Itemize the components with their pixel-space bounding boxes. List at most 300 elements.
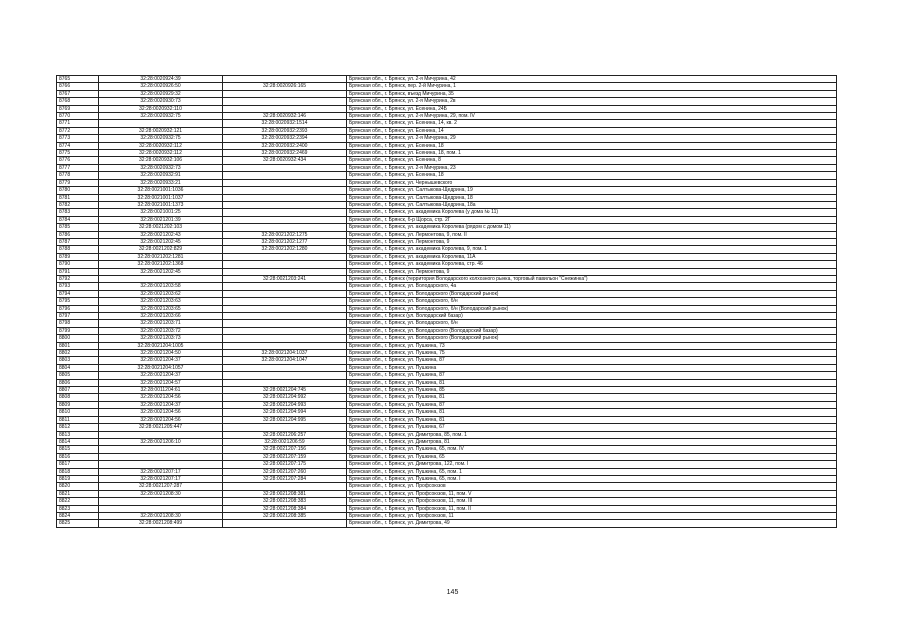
- table-row: [57, 468, 837, 475]
- address-cell: Брянская обл., г. Брянск, ул. Лермонтова, 9: [347, 268, 837, 275]
- table-row: [57, 512, 837, 519]
- land-cadastral-cell: 32:28:0021204:37: [99, 372, 223, 379]
- address-cell: Брянская обл., г. Брянск, ул. Володарского (Володарский рынок): [347, 290, 837, 297]
- row-number-cell: 8768: [57, 98, 99, 105]
- land-cadastral-cell: 32:28:0021205:447: [99, 424, 223, 431]
- building-cadastral-cell: [223, 298, 347, 305]
- row-number-cell: 8781: [57, 194, 99, 201]
- row-number-cell: 8773: [57, 135, 99, 142]
- address-cell: Брянская обл., г. Брянск, ул. Володарского, 4а: [347, 283, 837, 290]
- row-number-cell: 8779: [57, 179, 99, 186]
- building-cadastral-cell: 32:28:0021204:992: [223, 394, 347, 401]
- address-cell: Брянская обл., г. Брянск, ул. Пушкина, 75: [347, 350, 837, 357]
- land-cadastral-cell: 32:28:0021202:1368: [99, 261, 223, 268]
- building-cadastral-cell: 32:28:0021208:385: [223, 512, 347, 519]
- table-row: [57, 231, 837, 238]
- row-number-cell: 8823: [57, 505, 99, 512]
- row-number-cell: 8780: [57, 187, 99, 194]
- building-cadastral-cell: 32:28:0021204:745: [223, 387, 347, 394]
- address-cell: Брянская обл., г. Брянск, ул. 2-я Мичурина, 23: [347, 164, 837, 171]
- row-number-cell: 8767: [57, 90, 99, 97]
- address-cell: Брянская обл., г. Брянск, ул. Пушкина, 73: [347, 342, 837, 349]
- table-row: [57, 76, 837, 83]
- row-number-cell: 8775: [57, 150, 99, 157]
- building-cadastral-cell: [223, 342, 347, 349]
- building-cadastral-cell: [223, 179, 347, 186]
- address-cell: Брянская обл., г. Брянск, б-р Щорса, стр. 2Г: [347, 216, 837, 223]
- land-cadastral-cell: [99, 505, 223, 512]
- address-cell: Брянская обл., г. Брянск, ул. Есенина, 8: [347, 157, 837, 164]
- building-cadastral-cell: [223, 283, 347, 290]
- land-cadastral-cell: 32:28:0021203:73: [99, 335, 223, 342]
- table-row: [57, 416, 837, 423]
- building-cadastral-cell: 32:28:0020932:2400: [223, 142, 347, 149]
- address-cell: Брянская обл., г. Брянск, ул. Пушкина, 65: [347, 453, 837, 460]
- building-cadastral-cell: 32:28:0021207:284: [223, 475, 347, 482]
- land-cadastral-cell: 32:28:0021204:56: [99, 394, 223, 401]
- land-cadastral-cell: 32:28:0020932:110: [99, 105, 223, 112]
- table-row: [57, 238, 837, 245]
- row-number-cell: 8787: [57, 238, 99, 245]
- address-cell: Брянская обл., г. Брянск, ул. Пушкина, 81: [347, 379, 837, 386]
- row-number-cell: 8824: [57, 512, 99, 519]
- building-cadastral-cell: 32:28:0021207:175: [223, 461, 347, 468]
- land-cadastral-cell: 32:28:0020929:32: [99, 90, 223, 97]
- address-cell: Брянская обл., г. Брянск, ул. Пушкина, 81: [347, 416, 837, 423]
- building-cadastral-cell: 32:28:0021202:1280: [223, 246, 347, 253]
- table-row: [57, 127, 837, 134]
- building-cadastral-cell: 32:28:0021206:59: [223, 438, 347, 445]
- row-number-cell: 8795: [57, 298, 99, 305]
- table-row: [57, 320, 837, 327]
- building-cadastral-cell: [223, 164, 347, 171]
- table-row: [57, 372, 837, 379]
- land-cadastral-cell: 32:28:0021203:63: [99, 298, 223, 305]
- row-number-cell: 8808: [57, 394, 99, 401]
- building-cadastral-cell: [223, 194, 347, 201]
- land-cadastral-cell: [99, 275, 223, 282]
- table-row: [57, 364, 837, 371]
- building-cadastral-cell: [223, 90, 347, 97]
- row-number-cell: 8786: [57, 231, 99, 238]
- land-cadastral-cell: [99, 453, 223, 460]
- table-row: [57, 224, 837, 231]
- building-cadastral-cell: [223, 379, 347, 386]
- table-row: [57, 261, 837, 268]
- land-cadastral-cell: 32:28:0020932:112: [99, 142, 223, 149]
- table-row: [57, 498, 837, 505]
- row-number-cell: 8812: [57, 424, 99, 431]
- row-number-cell: 8809: [57, 401, 99, 408]
- row-number-cell: 8793: [57, 283, 99, 290]
- land-cadastral-cell: 32:28:0021204:37: [99, 401, 223, 408]
- land-cadastral-cell: 32:28:0020932:112: [99, 150, 223, 157]
- table-row: [57, 216, 837, 223]
- row-number-cell: 8804: [57, 364, 99, 371]
- address-cell: Брянская обл., г. Брянск, ул. Димитрова, 81: [347, 438, 837, 445]
- address-cell: Брянская обл., г. Брянск, ул. Димитрова, 49: [347, 520, 837, 527]
- address-cell: Брянская обл., г. Брянск, ул. 2-я Мичурина, 29, пом. IV: [347, 113, 837, 120]
- table-row: [57, 246, 837, 253]
- building-cadastral-cell: [223, 327, 347, 334]
- table-row: [57, 483, 837, 490]
- land-cadastral-cell: 32:28:0020932:106: [99, 157, 223, 164]
- land-cadastral-cell: 32:28:0021204:56: [99, 409, 223, 416]
- building-cadastral-cell: 32:28:0020932:1514: [223, 120, 347, 127]
- land-cadastral-cell: 32:28:0021207:17: [99, 468, 223, 475]
- address-cell: Брянская обл., г. Брянск (ул. Володарский базар): [347, 313, 837, 320]
- address-cell: Брянская обл., г. Брянск, ул. академика Королева (у дома № 11): [347, 209, 837, 216]
- row-number-cell: 8814: [57, 438, 99, 445]
- row-number-cell: 8822: [57, 498, 99, 505]
- table-row: [57, 424, 837, 431]
- row-number-cell: 8796: [57, 305, 99, 312]
- row-number-cell: 8821: [57, 490, 99, 497]
- row-number-cell: 8789: [57, 253, 99, 260]
- building-cadastral-cell: 32:28:0021204:995: [223, 416, 347, 423]
- row-number-cell: 8805: [57, 372, 99, 379]
- building-cadastral-cell: 32:28:0021208:384: [223, 505, 347, 512]
- row-number-cell: 8797: [57, 313, 99, 320]
- table-row: [57, 357, 837, 364]
- row-number-cell: 8811: [57, 416, 99, 423]
- land-cadastral-cell: 32:28:0021204:37: [99, 357, 223, 364]
- building-cadastral-cell: [223, 520, 347, 527]
- building-cadastral-cell: [223, 216, 347, 223]
- land-cadastral-cell: 32:28:0021202:829: [99, 246, 223, 253]
- address-cell: Брянская обл., г. Брянск, ул. Чернышевского: [347, 179, 837, 186]
- address-cell: Брянская обл., г. Брянск, ул. 2-я Мичурина, 42: [347, 76, 837, 83]
- row-number-cell: 8810: [57, 409, 99, 416]
- row-number-cell: 8820: [57, 483, 99, 490]
- land-cadastral-cell: 32:28:0021001:25: [99, 209, 223, 216]
- address-cell: Брянская обл., г. Брянск, ул. Салтыкова-Щедрина, 18: [347, 194, 837, 201]
- row-number-cell: 8769: [57, 105, 99, 112]
- land-cadastral-cell: 32:28:0021001:1373: [99, 201, 223, 208]
- table-row: [57, 394, 837, 401]
- building-cadastral-cell: [223, 187, 347, 194]
- building-cadastral-cell: 32:28:0020926:165: [223, 83, 347, 90]
- building-cadastral-cell: [223, 372, 347, 379]
- row-number-cell: 8800: [57, 335, 99, 342]
- row-number-cell: 8802: [57, 350, 99, 357]
- row-number-cell: 8791: [57, 268, 99, 275]
- table-row: [57, 105, 837, 112]
- address-cell: Брянская обл., г. Брянск, ул. Пушкина, 87: [347, 357, 837, 364]
- address-cell: Брянская обл., г. Брянск, ул. Салтыкова-Щедрина, 19: [347, 187, 837, 194]
- building-cadastral-cell: [223, 209, 347, 216]
- building-cadastral-cell: [223, 320, 347, 327]
- table-row: [57, 305, 837, 312]
- row-number-cell: 8817: [57, 461, 99, 468]
- land-cadastral-cell: 32:28:0021208:499: [99, 520, 223, 527]
- land-cadastral-cell: 32:28:0021204:57: [99, 379, 223, 386]
- building-cadastral-cell: 32:28:0021207:156: [223, 446, 347, 453]
- table-row: [57, 313, 837, 320]
- address-cell: Брянская обл., г. Брянск, ул. Пушкина, 85: [347, 387, 837, 394]
- row-number-cell: 8777: [57, 164, 99, 171]
- row-number-cell: 8825: [57, 520, 99, 527]
- address-cell: Брянская обл., г. Брянск, ул. Пушкина: [347, 364, 837, 371]
- table-row: [57, 438, 837, 445]
- address-cell: Брянская обл., г. Брянск, ул. Володарского, б/н: [347, 320, 837, 327]
- address-cell: Брянская обл., г. Брянск, въезд Мичурина, 35: [347, 90, 837, 97]
- land-cadastral-cell: 32:28:0021202:45: [99, 238, 223, 245]
- building-cadastral-cell: 32:28:0021204:993: [223, 401, 347, 408]
- land-cadastral-cell: 32:28:0021208:30: [99, 512, 223, 519]
- building-cadastral-cell: 32:28:0020932:2394: [223, 135, 347, 142]
- table-row: [57, 387, 837, 394]
- row-number-cell: 8783: [57, 209, 99, 216]
- table-row: [57, 201, 837, 208]
- row-number-cell: 8816: [57, 453, 99, 460]
- building-cadastral-cell: 32:28:0021207:159: [223, 453, 347, 460]
- table-row: [57, 268, 837, 275]
- table-row: [57, 290, 837, 297]
- land-cadastral-cell: 32:28:0021207:287: [99, 483, 223, 490]
- land-cadastral-cell: 32:28:0021203:65: [99, 305, 223, 312]
- land-cadastral-cell: 32:28:0021202:103: [99, 224, 223, 231]
- row-number-cell: 8806: [57, 379, 99, 386]
- row-number-cell: 8785: [57, 224, 99, 231]
- land-cadastral-cell: 32:28:0021207:17: [99, 475, 223, 482]
- row-number-cell: 8792: [57, 275, 99, 282]
- land-cadastral-cell: 32:28:0021204:56: [99, 416, 223, 423]
- table-row: [57, 327, 837, 334]
- building-cadastral-cell: 32:28:0021202:1277: [223, 238, 347, 245]
- address-cell: Брянская обл., г. Брянск, ул. Есенина, 14: [347, 127, 837, 134]
- address-cell: Брянская обл., г. Брянск, ул. Пушкина, 65, пом. 1: [347, 468, 837, 475]
- address-cell: Брянская обл., г. Брянск, ул. Есенина, 24Б: [347, 105, 837, 112]
- building-cadastral-cell: [223, 201, 347, 208]
- table-row: [57, 194, 837, 201]
- registry-table-body: [57, 76, 837, 528]
- address-cell: Брянская обл., г. Брянск, ул. Профсоюзов: [347, 483, 837, 490]
- table-row: [57, 520, 837, 527]
- building-cadastral-cell: 32:28:0021202:1275: [223, 231, 347, 238]
- table-row: [57, 505, 837, 512]
- address-cell: Брянская обл., г. Брянск, ул. 2-я Мичурина, 29: [347, 135, 837, 142]
- row-number-cell: 8798: [57, 320, 99, 327]
- address-cell: Брянская обл., г. Брянск, ул. Лермонтова, 9, пом. II: [347, 231, 837, 238]
- table-row: [57, 209, 837, 216]
- row-number-cell: 8784: [57, 216, 99, 223]
- land-cadastral-cell: 32:28:0021203:58: [99, 283, 223, 290]
- land-cadastral-cell: 32:28:0020933:21: [99, 179, 223, 186]
- table-row: [57, 253, 837, 260]
- table-row: [57, 490, 837, 497]
- row-number-cell: 8799: [57, 327, 99, 334]
- building-cadastral-cell: 32:28:0020932:2393: [223, 127, 347, 134]
- row-number-cell: 8807: [57, 387, 99, 394]
- land-cadastral-cell: [99, 120, 223, 127]
- land-cadastral-cell: 32:28:0021203:71: [99, 320, 223, 327]
- row-number-cell: 8788: [57, 246, 99, 253]
- address-cell: Брянская обл., г. Брянск, ул. академика Королева, стр. 46: [347, 261, 837, 268]
- row-number-cell: 8803: [57, 357, 99, 364]
- row-number-cell: 8815: [57, 446, 99, 453]
- address-cell: Брянская обл., г. Брянск, ул. академика Королева, 11А: [347, 253, 837, 260]
- row-number-cell: 8794: [57, 290, 99, 297]
- building-cadastral-cell: 32:28:0021204:1047: [223, 357, 347, 364]
- land-cadastral-cell: 32:28:0020932:73: [99, 164, 223, 171]
- land-cadastral-cell: 32:28:0021204:1057: [99, 364, 223, 371]
- land-cadastral-cell: 32:28:0021001:1037: [99, 194, 223, 201]
- building-cadastral-cell: 32:28:0021204:1037: [223, 350, 347, 357]
- address-cell: Брянская обл., г. Брянск, пер. 2-й Мичурина, 1: [347, 83, 837, 90]
- building-cadastral-cell: [223, 172, 347, 179]
- address-cell: Брянская обл., г. Брянск, ул. Пушкина, 87: [347, 372, 837, 379]
- land-cadastral-cell: 32:28:0020930:73: [99, 98, 223, 105]
- building-cadastral-cell: [223, 483, 347, 490]
- building-cadastral-cell: [223, 76, 347, 83]
- land-cadastral-cell: 32:28:0021203:62: [99, 290, 223, 297]
- row-number-cell: 8771: [57, 120, 99, 127]
- table-row: [57, 379, 837, 386]
- table-row: [57, 475, 837, 482]
- land-cadastral-cell: [99, 498, 223, 505]
- table-row: [57, 90, 837, 97]
- address-cell: Брянская обл., г. Брянск, ул. Профсоюзов, 11, пом. V: [347, 490, 837, 497]
- registry-table: [56, 75, 837, 528]
- row-number-cell: 8819: [57, 475, 99, 482]
- land-cadastral-cell: 32:28:0020924:39: [99, 76, 223, 83]
- land-cadastral-cell: 32:28:0021202:1281: [99, 253, 223, 260]
- table-row: [57, 461, 837, 468]
- address-cell: Брянская обл., г. Брянск (территория Володарского колхозного рынка, торговый павильон "Снежинка"): [347, 275, 837, 282]
- address-cell: Брянская обл., г. Брянск, ул. Володарского, б/н: [347, 298, 837, 305]
- address-cell: Брянская обл., г. Брянск, ул. Володарского (Володарский рынок): [347, 335, 837, 342]
- building-cadastral-cell: [223, 424, 347, 431]
- land-cadastral-cell: 32:28:0021208:30: [99, 490, 223, 497]
- building-cadastral-cell: 32:28:0021206:257: [223, 431, 347, 438]
- row-number-cell: 8772: [57, 127, 99, 134]
- land-cadastral-cell: 32:28:0020932:75: [99, 135, 223, 142]
- table-row: [57, 172, 837, 179]
- address-cell: Брянская обл., г. Брянск, ул. 2-я Мичурина, 2в: [347, 98, 837, 105]
- row-number-cell: 8776: [57, 157, 99, 164]
- building-cadastral-cell: 32:28:0020932:146: [223, 113, 347, 120]
- building-cadastral-cell: 32:28:0021207:260: [223, 468, 347, 475]
- table-row: [57, 350, 837, 357]
- land-cadastral-cell: 32:28:0011204:61: [99, 387, 223, 394]
- building-cadastral-cell: [223, 98, 347, 105]
- table-row: [57, 453, 837, 460]
- row-number-cell: 8765: [57, 76, 99, 83]
- address-cell: Брянская обл., г. Брянск, ул. Есенина, 18: [347, 142, 837, 149]
- building-cadastral-cell: [223, 268, 347, 275]
- row-number-cell: 8778: [57, 172, 99, 179]
- table-row: [57, 135, 837, 142]
- row-number-cell: 8818: [57, 468, 99, 475]
- address-cell: Брянская обл., г. Брянск, ул. академика Королева (рядом с домом 11): [347, 224, 837, 231]
- table-row: [57, 150, 837, 157]
- table-row: [57, 113, 837, 120]
- address-cell: Брянская обл., г. Брянск, ул. Лермонтова, 9: [347, 238, 837, 245]
- land-cadastral-cell: 32:28:0021204:1005: [99, 342, 223, 349]
- address-cell: Брянская обл., г. Брянск, ул. Пушкина, 65, пом. I: [347, 475, 837, 482]
- table-row: [57, 164, 837, 171]
- table-row: [57, 83, 837, 90]
- building-cadastral-cell: 32:28:0020932:2469: [223, 150, 347, 157]
- table-row: [57, 431, 837, 438]
- table-row: [57, 401, 837, 408]
- building-cadastral-cell: [223, 364, 347, 371]
- land-cadastral-cell: 32:28:0021203:66: [99, 313, 223, 320]
- land-cadastral-cell: 32:28:0021206:10: [99, 438, 223, 445]
- table-row: [57, 142, 837, 149]
- address-cell: Брянская обл., г. Брянск, ул. Пушкина, 65, пом. IV: [347, 446, 837, 453]
- building-cadastral-cell: [223, 313, 347, 320]
- table-row: [57, 409, 837, 416]
- address-cell: Брянская обл., г. Брянск, ул. Пушкина, 67: [347, 424, 837, 431]
- land-cadastral-cell: 32:28:0021201:39: [99, 216, 223, 223]
- address-cell: Брянская обл., г. Брянск, ул. Пушкина, 81: [347, 409, 837, 416]
- table-row: [57, 98, 837, 105]
- land-cadastral-cell: [99, 446, 223, 453]
- address-cell: Брянская обл., г. Брянск, ул. Профсоюзов, 11, пом. III: [347, 498, 837, 505]
- land-cadastral-cell: 32:28:0021001:1036: [99, 187, 223, 194]
- land-cadastral-cell: [99, 431, 223, 438]
- address-cell: Брянская обл., г. Брянск, ул. Есенина, 18, пом. 1: [347, 150, 837, 157]
- table-row: [57, 342, 837, 349]
- land-cadastral-cell: 32:28:0021204:50: [99, 350, 223, 357]
- row-number-cell: 8790: [57, 261, 99, 268]
- address-cell: Брянская обл., г. Брянск, ул. Димитрова, 85, пом. 1: [347, 431, 837, 438]
- address-cell: Брянская обл., г. Брянск, ул. Профсоюзов, 11, пом. II: [347, 505, 837, 512]
- address-cell: Брянская обл., г. Брянск, ул. Пушкина, 87: [347, 401, 837, 408]
- table-row: [57, 335, 837, 342]
- building-cadastral-cell: [223, 305, 347, 312]
- table-row: [57, 120, 837, 127]
- table-row: [57, 275, 837, 282]
- address-cell: Брянская обл., г. Брянск, ул. Володарского, б/н (Володарский рынок): [347, 305, 837, 312]
- address-cell: Брянская обл., г. Брянск, ул. Есенина, 14, кв. 2: [347, 120, 837, 127]
- building-cadastral-cell: [223, 224, 347, 231]
- land-cadastral-cell: 32:28:0020926:50: [99, 83, 223, 90]
- table-row: [57, 157, 837, 164]
- building-cadastral-cell: [223, 335, 347, 342]
- row-number-cell: 8813: [57, 431, 99, 438]
- address-cell: Брянская обл., г. Брянск, ул. Профсоюзов, 11: [347, 512, 837, 519]
- row-number-cell: 8766: [57, 83, 99, 90]
- row-number-cell: 8774: [57, 142, 99, 149]
- land-cadastral-cell: 32:28:0021203:72: [99, 327, 223, 334]
- address-cell: Брянская обл., г. Брянск, ул. Володарского (Володарский базар): [347, 327, 837, 334]
- address-cell: Брянская обл., г. Брянск, ул. Есенина, 18: [347, 172, 837, 179]
- land-cadastral-cell: 32:28:0020932:121: [99, 127, 223, 134]
- address-cell: Брянская обл., г. Брянск, ул. Салтыкова-Щедрина, 18а: [347, 201, 837, 208]
- building-cadastral-cell: 32:28:0020932:434: [223, 157, 347, 164]
- land-cadastral-cell: 32:28:0020932:75: [99, 113, 223, 120]
- page-number: 145: [446, 589, 459, 596]
- building-cadastral-cell: 32:28:0021208:381: [223, 490, 347, 497]
- table-row: [57, 298, 837, 305]
- table-row: [57, 179, 837, 186]
- land-cadastral-cell: 32:28:0020932:91: [99, 172, 223, 179]
- address-cell: Брянская обл., г. Брянск, ул. Димитрова, 122, пом. I: [347, 461, 837, 468]
- building-cadastral-cell: 32:28:0021208:383: [223, 498, 347, 505]
- row-number-cell: 8770: [57, 113, 99, 120]
- building-cadastral-cell: 32:28:0021203:241: [223, 275, 347, 282]
- land-cadastral-cell: [99, 461, 223, 468]
- land-cadastral-cell: 32:28:0021202:43: [99, 231, 223, 238]
- row-number-cell: 8801: [57, 342, 99, 349]
- address-cell: Брянская обл., г. Брянск, ул. Пушкина, 81: [347, 394, 837, 401]
- land-cadastral-cell: 32:28:0021202:45: [99, 268, 223, 275]
- table-row: [57, 283, 837, 290]
- table-row: [57, 446, 837, 453]
